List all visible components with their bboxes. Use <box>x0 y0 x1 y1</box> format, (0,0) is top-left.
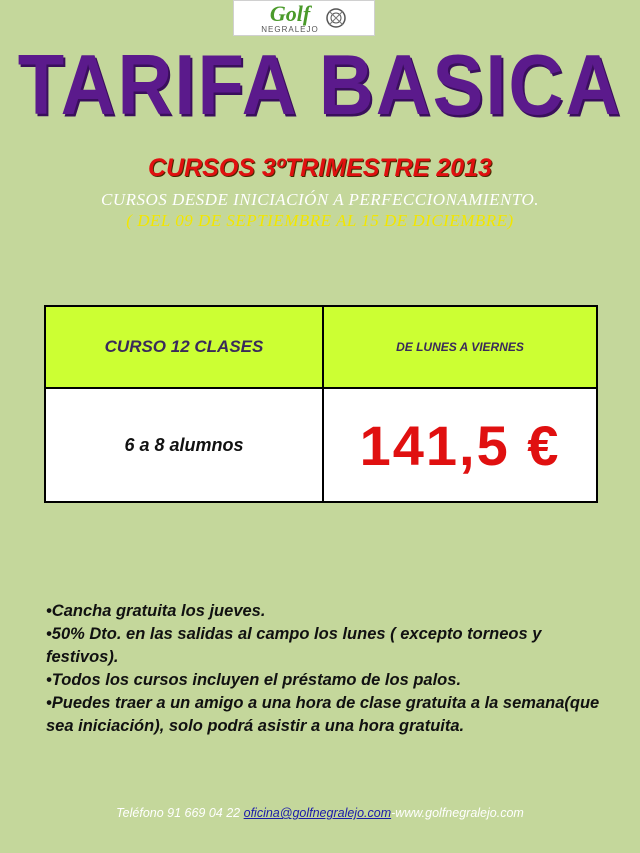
list-item: •50% Dto. en las salidas al campo los lunes ( excepto torneos y festivos). <box>46 625 542 666</box>
benefits-list <box>46 600 606 738</box>
logo-subtitle: NEGRALEJO <box>261 24 319 34</box>
days-cell <box>323 306 597 388</box>
contact-footer <box>0 806 640 820</box>
students-label: 6 a 8 alumnos <box>124 434 244 455</box>
table-price-row <box>45 388 597 502</box>
list-item: •Puedes traer a un amigo a una hora de clase gratuita a la semana(que sea iniciación), solo podrá asistir a una hora gratuita. <box>46 694 600 735</box>
price-value: 141,5 € <box>359 413 561 477</box>
course-levels-line: CURSOS DESDE INICIACIÓN A PERFECCIONAMIENTO. <box>100 190 539 209</box>
course-label: CURSO 12 CLASES <box>104 337 264 356</box>
date-range-line: ( DEL 09 DE SEPTIEMBRE AL 15 DE DICIEMBRE) <box>126 211 514 230</box>
golf-negralejo-logo <box>233 0 375 36</box>
email-link[interactable]: oficina@golfnegralejo.com <box>243 806 392 820</box>
price-cell <box>323 388 597 502</box>
phone-text: Teléfono 91 669 04 22 <box>116 806 241 820</box>
students-cell <box>45 388 323 502</box>
crest-icon <box>325 7 347 29</box>
trimester-subtitle: CURSOS 3ºTRIMESTRE 2013 <box>148 154 492 182</box>
website-text: -www.golfnegralejo.com <box>391 806 524 820</box>
table-header-row <box>45 306 597 388</box>
list-item: •Cancha gratuita los jueves. <box>46 602 266 620</box>
pricing-table <box>44 305 598 503</box>
list-item: •Todos los cursos incluyen el préstamo de los palos. <box>46 671 462 689</box>
course-cell <box>45 306 323 388</box>
page-title: TARIFA BASICA <box>17 37 623 134</box>
logo-wordmark: Golf <box>269 0 311 26</box>
days-label: DE LUNES A VIERNES <box>396 340 524 354</box>
